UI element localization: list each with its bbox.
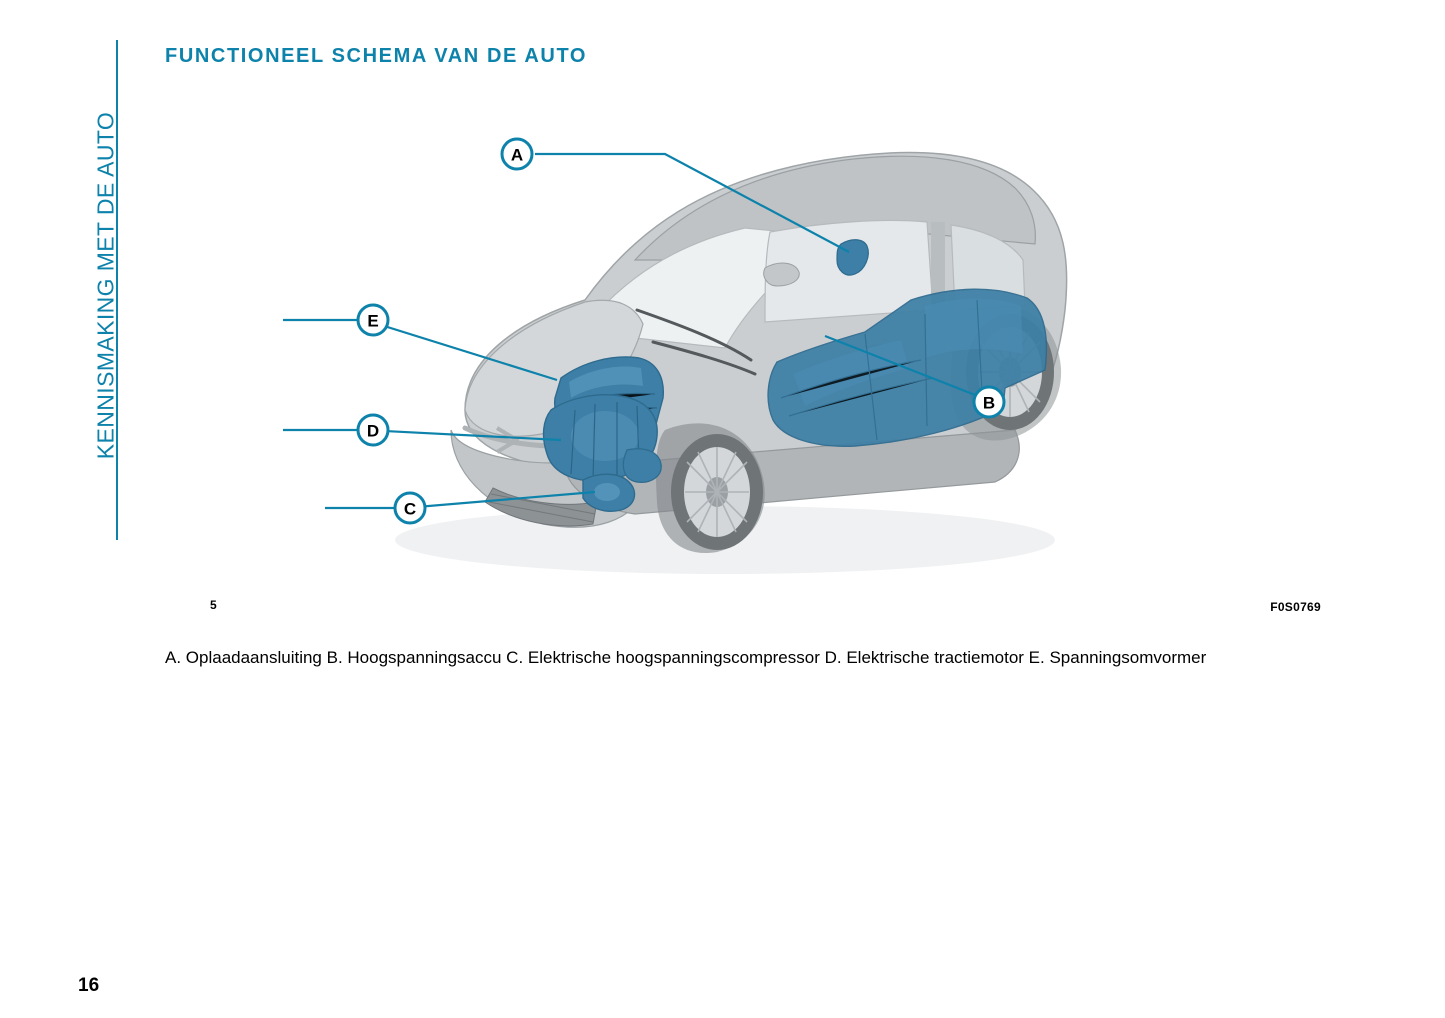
callout-e-label: E: [367, 311, 379, 331]
component-traction-motor: [544, 395, 662, 483]
page-title: FUNCTIONEEL SCHEMA VAN DE AUTO: [165, 45, 588, 67]
callout-c-label: C: [403, 499, 417, 519]
figure-number: 5: [210, 598, 217, 612]
callout-d-label: D: [366, 421, 380, 441]
figure-code: F0S0769: [1270, 600, 1321, 614]
callout-d[interactable]: [358, 415, 388, 445]
chapter-side-label: KENNISMAKING MET DE AUTO: [92, 111, 119, 460]
car-illustration: [395, 153, 1067, 574]
figure-caption: A. Oplaadaansluiting B. Hoogspanningsaccu C. Elektrische hoogspanningscompressor D. Elektrische tractiemotor E. Spanningsomvormer: [165, 648, 1207, 667]
page-number: 16: [78, 975, 100, 996]
figure-functional-scheme: [165, 110, 1320, 610]
car-diagram: [165, 110, 1320, 610]
callout-c[interactable]: [395, 493, 425, 523]
callout-a[interactable]: [502, 139, 532, 169]
callout-b[interactable]: [974, 387, 1004, 417]
callout-a-label: A: [510, 145, 524, 165]
callout-b-label: B: [982, 393, 996, 413]
chapter-side-tab: [78, 40, 118, 540]
callout-e[interactable]: [358, 305, 388, 335]
